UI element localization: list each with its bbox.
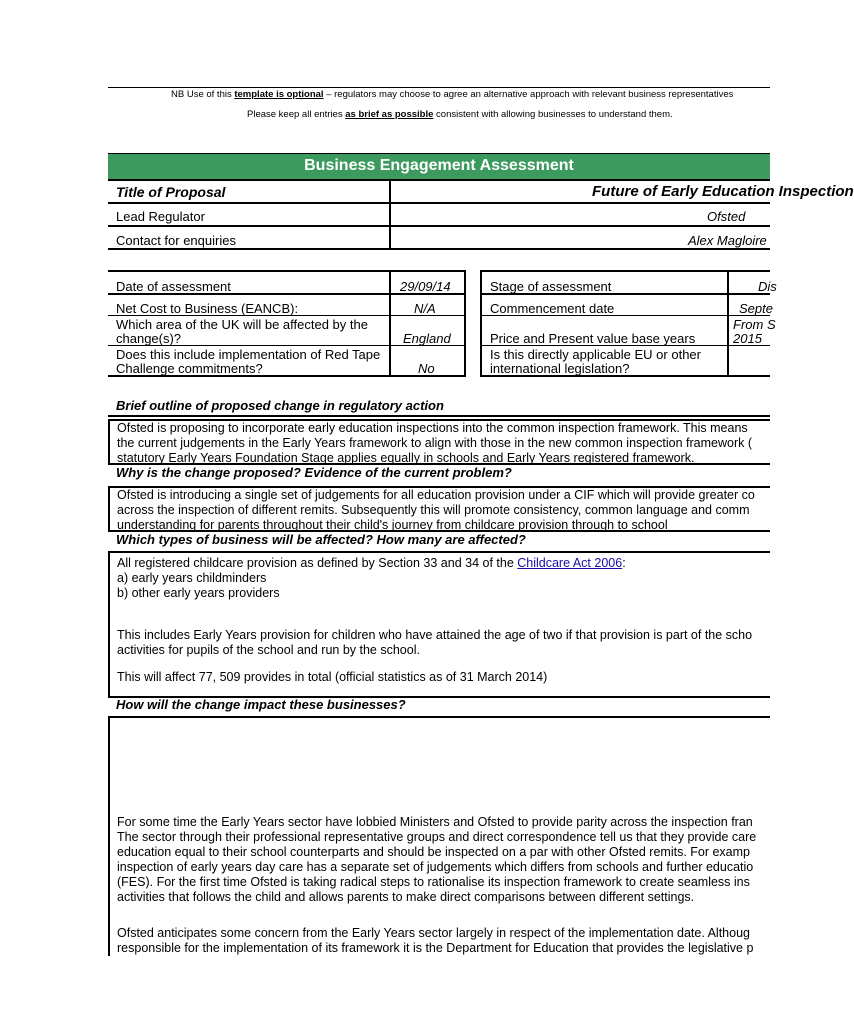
impact-line: responsible for the implementation of its framework it is the Department for Education that provides the legislative p <box>117 941 754 955</box>
outline-line: Ofsted is proposing to incorporate early education inspections into the common inspection framework. This means <box>117 421 748 435</box>
brevity-note <box>247 109 673 120</box>
impact-line: For some time the Early Years sector have lobbied Ministers and Ofsted to provide parity across the inspection fran <box>117 815 753 829</box>
why-box <box>108 486 770 532</box>
regulator-row <box>108 202 770 227</box>
note-emphasis: as brief as possible <box>345 109 434 120</box>
date-value: 29/09/14 <box>400 279 451 294</box>
types-text: : <box>622 556 626 570</box>
contact-value: Alex Magloire <box>688 233 767 248</box>
childcare-act-link[interactable]: Childcare Act 2006 <box>517 556 623 570</box>
types-line: This will affect 77, 509 provides in total (official statistics as of 31 March 2014) <box>117 670 548 684</box>
regulator-value: Ofsted <box>707 209 746 224</box>
area-label-line2: change(s)? <box>116 331 182 346</box>
impact-heading: How will the change impact these businesses? <box>116 697 406 712</box>
column-divider <box>727 272 729 377</box>
outline-line: statutory Early Years Foundation Stage applies equally in schools and Early Years registered framework. <box>117 451 695 465</box>
rtc-label-line2: Challenge commitments? <box>116 361 263 376</box>
types-box <box>108 551 770 698</box>
template-note <box>171 89 733 100</box>
types-text: All registered childcare provision as defined by Section 33 and 34 of the <box>117 556 518 570</box>
regulator-label: Lead Regulator <box>116 209 205 224</box>
column-divider <box>389 272 391 377</box>
commencement-value: Septe <box>739 301 773 316</box>
note-emphasis: template is optional <box>234 89 324 100</box>
impact-box <box>108 716 770 956</box>
why-line: understanding for parents throughout their child's journey from childcare provision through to school <box>117 518 668 532</box>
section-rule <box>108 415 770 417</box>
proposal-title-label: Title of Proposal <box>116 184 226 200</box>
contact-label: Contact for enquiries <box>116 233 236 248</box>
section-header: Business Engagement Assessment <box>108 153 770 181</box>
why-line: Ofsted is introducing a single set of judgements for all education provision under a CIF which will provide greater co <box>117 488 755 502</box>
types-line: b) other early years providers <box>117 586 280 600</box>
types-heading: Which types of business will be affected? How many are affected? <box>116 532 526 547</box>
types-line <box>117 556 767 571</box>
eancb-value: N/A <box>414 301 436 316</box>
top-rule <box>108 87 770 88</box>
impact-line: education equal to their school counterparts and should be inspected on a par with other Ofsted remits. For examp <box>117 845 751 859</box>
outline-heading: Brief outline of proposed change in regulatory action <box>116 398 444 413</box>
types-line: This includes Early Years provision for children who have attained the age of two if that provision is part of the scho <box>117 628 753 642</box>
area-value: England <box>403 331 451 346</box>
types-line: activities for pupils of the school and run by the school. <box>117 643 420 657</box>
note-text: NB Use of this <box>171 89 235 100</box>
note-text: consistent with allowing businesses to understand them. <box>433 109 673 120</box>
outline-line: the current judgements in the Early Years framework to align with those in the new common inspection framework ( <box>117 436 753 450</box>
proposal-table <box>108 180 854 249</box>
note-text: Please keep all entries <box>247 109 346 120</box>
column-divider <box>389 180 391 248</box>
eu-label-line1: Is this directly applicable EU or other <box>490 347 701 362</box>
note-text: – regulators may choose to agree an alternative approach with relevant business representatives <box>323 89 734 100</box>
date-label: Date of assessment <box>116 279 231 294</box>
rtc-value: No <box>418 361 435 376</box>
outline-box <box>108 419 770 465</box>
commencement-label: Commencement date <box>490 301 615 316</box>
impact-line: The sector through their professional representative groups and direct correspondence tell us that they provide care <box>117 830 757 844</box>
price-value-line1: From S <box>733 317 776 332</box>
price-value-line2: 2015 <box>733 331 762 346</box>
stage-value: Dis <box>758 279 777 294</box>
why-heading: Why is the change proposed? Evidence of the current problem? <box>116 465 512 480</box>
area-label-line1: Which area of the UK will be affected by the <box>116 317 368 332</box>
impact-line: (FES). For the first time Ofsted is taking radical steps to rationalise its inspection framework to create seamless ins <box>117 875 750 889</box>
stage-label: Stage of assessment <box>490 279 612 294</box>
why-line: across the inspection of different remits. Subsequently this will promote consistency, common language and comm <box>117 503 750 517</box>
eancb-label: Net Cost to Business (EANCB): <box>116 301 299 316</box>
types-line: a) early years childminders <box>117 571 267 585</box>
impact-line: Ofsted anticipates some concern from the Early Years sector largely in respect of the implementation date. Althoug <box>117 926 750 940</box>
impact-line: activities that follows the child and allows parents to make direct comparisons between different settings. <box>117 890 695 904</box>
eu-label-line2: international legislation? <box>490 361 630 376</box>
proposal-title-value: Future of Early Education Inspection <box>592 183 854 200</box>
impact-line: inspection of early years day care has a separate set of judgements which differs from schools and further educatio <box>117 860 754 874</box>
price-label: Price and Present value base years <box>490 331 696 346</box>
assessment-left-table <box>108 270 466 377</box>
rtc-label-line1: Does this include implementation of Red Tape <box>116 347 381 362</box>
assessment-right-table <box>480 270 777 377</box>
